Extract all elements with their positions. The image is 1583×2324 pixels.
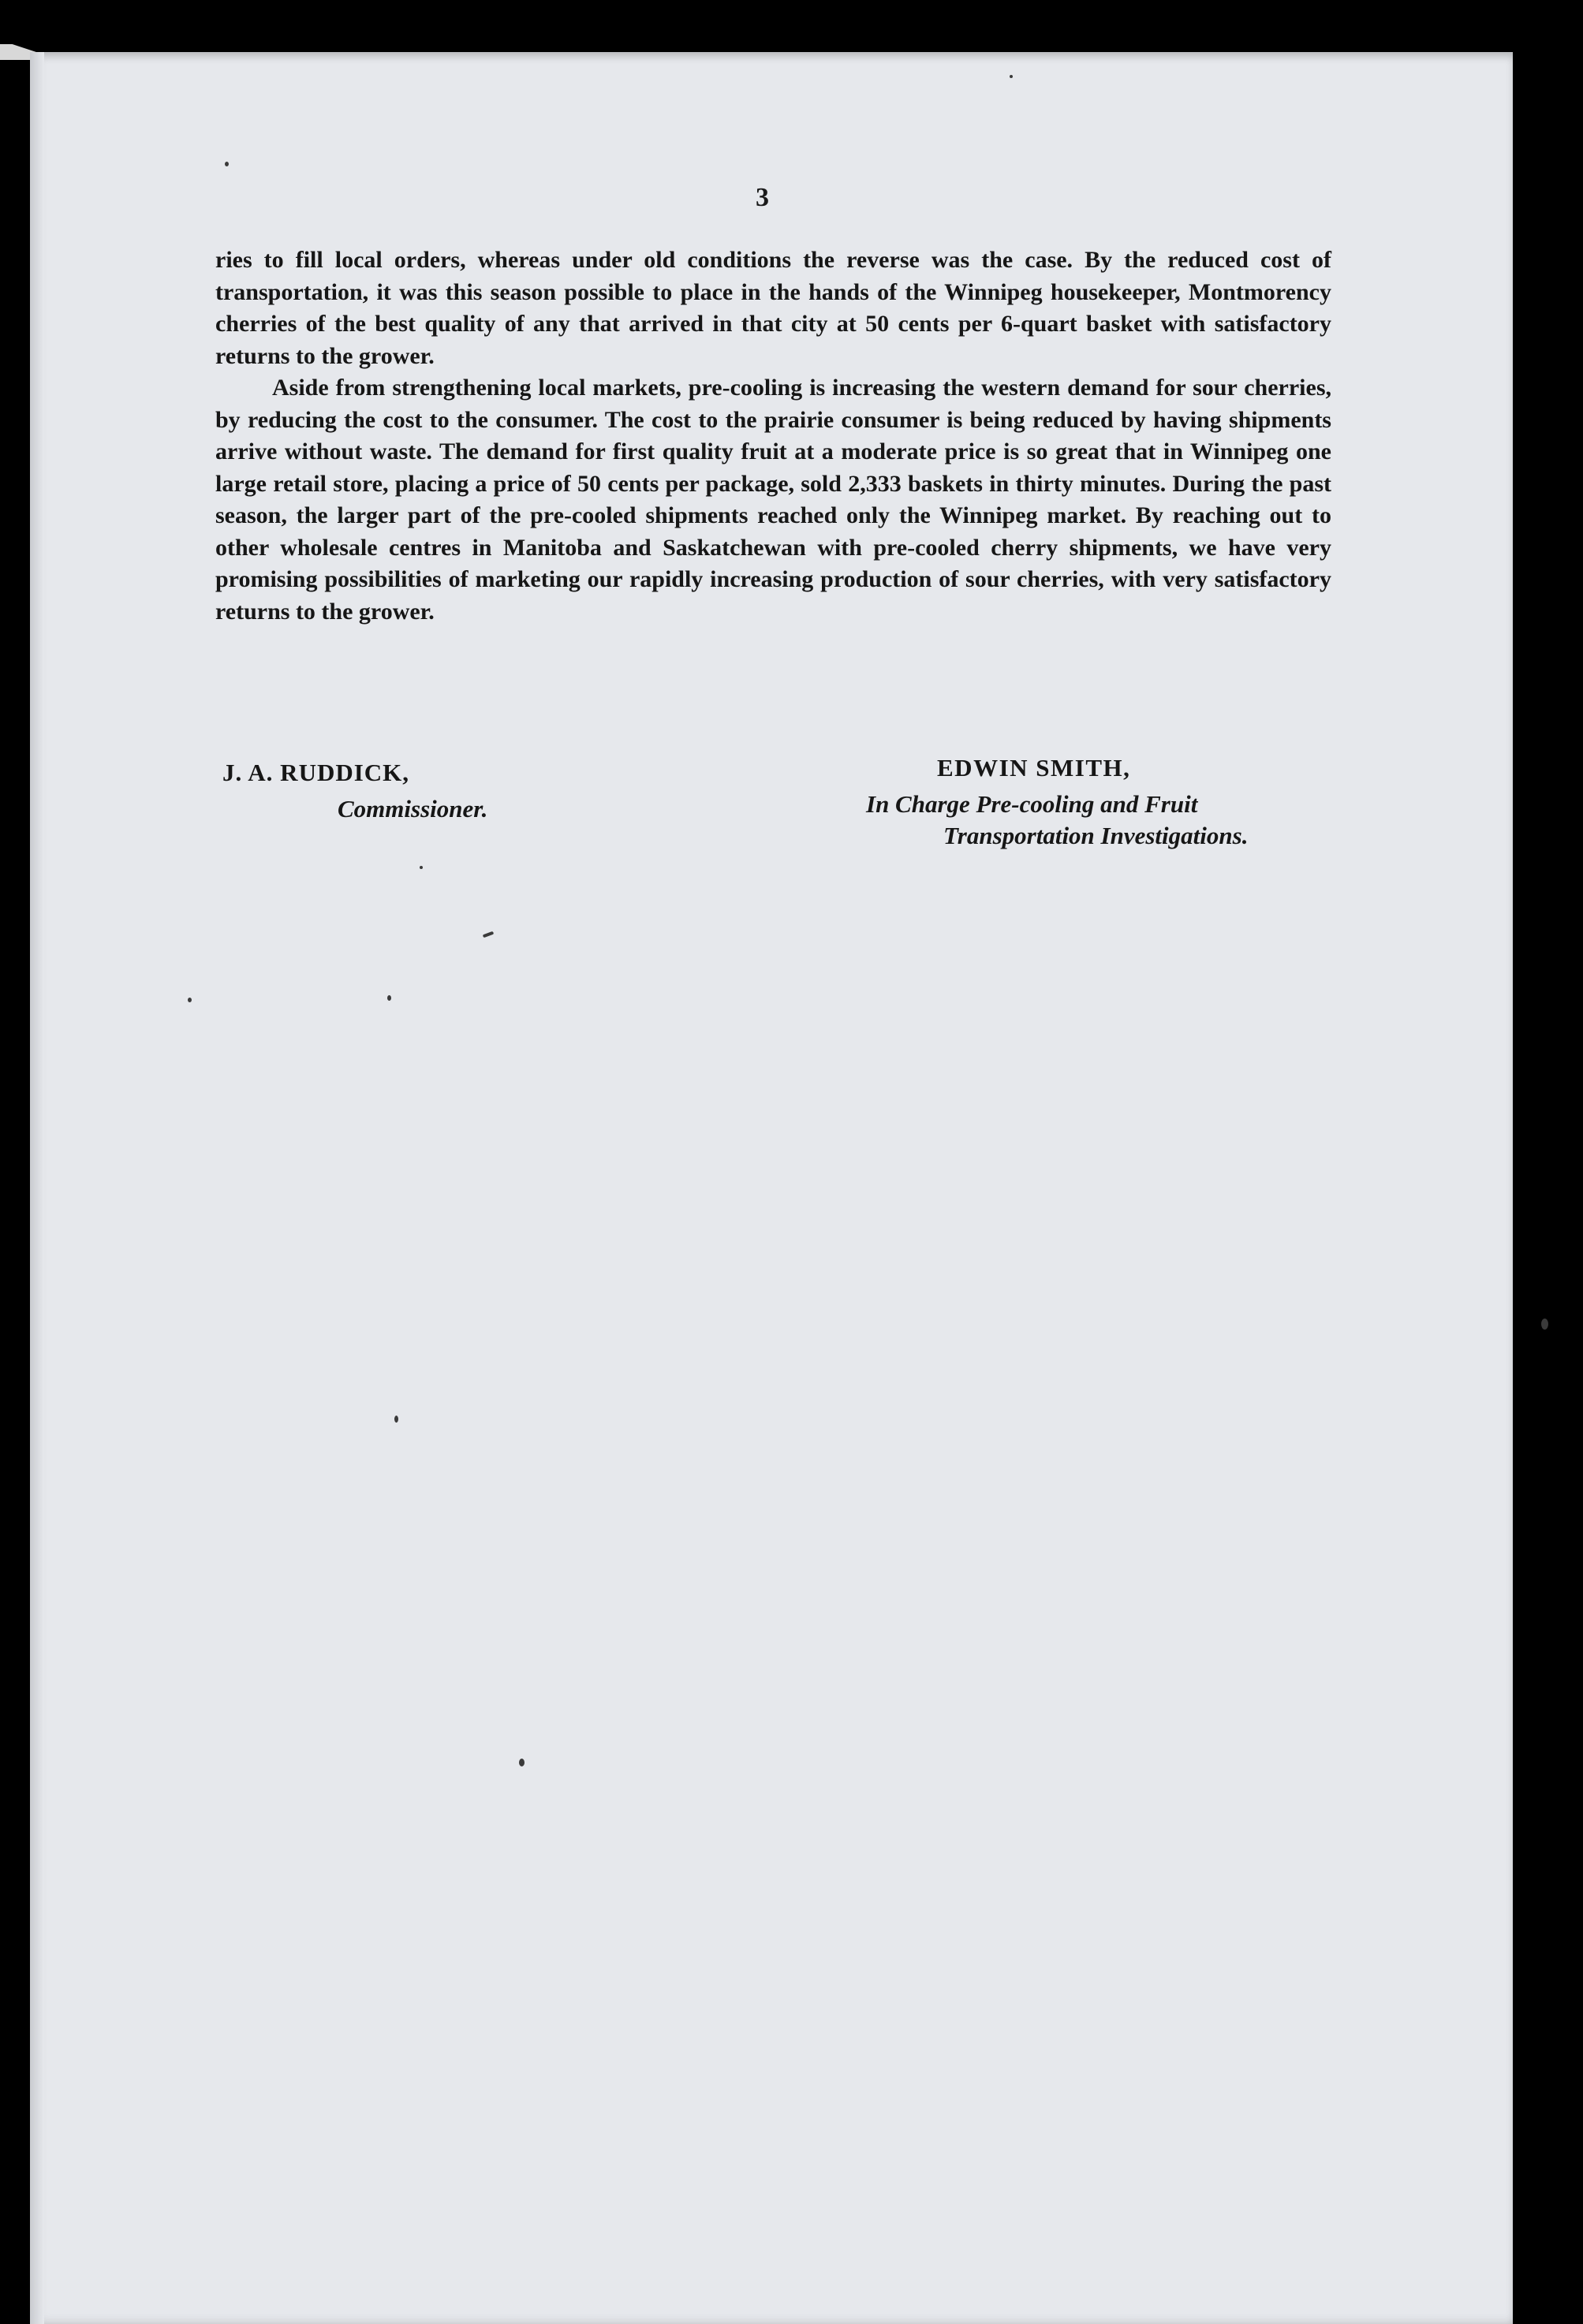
scan-speck	[188, 998, 192, 1002]
scan-speck	[1010, 75, 1013, 78]
page-fold-shadow	[30, 52, 44, 2324]
signature-right-title-line1: In Charge Pre-cooling and Fruit	[866, 790, 1198, 818]
scan-speck	[1541, 1319, 1548, 1330]
signature-left-name: J. A. RUDDICK,	[222, 759, 410, 786]
scan-speck	[420, 866, 423, 869]
signature-right-name: EDWIN SMITH,	[937, 754, 1131, 782]
scan-border	[1513, 52, 1583, 2324]
page-number: 3	[756, 183, 769, 212]
scan-speck	[225, 162, 229, 166]
scan-speck	[387, 995, 391, 1001]
signature-right-title-line2: Transportation Investigations.	[943, 822, 1249, 849]
scan-speck	[394, 1416, 398, 1423]
paragraph-precooling: Aside from strengthening local markets, pre-cooling is increasing the western demand for sour cherries, by reducing the cost to the consumer. The cost to the prairie consumer is being reduced by having shipments arrive without waste. The demand for first quality fruit at a moderate price is so great that in Winnipeg one large retail store, placing a price of 50 cents per package, sold 2,333 baskets in thirty minutes. During the past season, the larger part of the pre-cooled shipments reached only the Winnipeg market. By reaching out to other wholesale centres in Manitoba and Saskatchewan with pre-cooled cherry shipments, we have very promising possibilities of marketing our rapidly increasing production of sour cherries, with very satisfactory returns to the grower.	[215, 375, 1331, 625]
scan-speck	[519, 1759, 525, 1766]
paragraph-continuation: ries to fill local orders, whereas under old conditions the reverse was the case. By the reduced cost of transportation, it was this season possible to place in the hands of the Winnipeg housekeeper, Montmorency cherries of the best quality of any that arrived in that city at 50 cents per 6-quart basket with satisfactory returns to the grower.	[215, 247, 1331, 369]
signature-left-title: Commissioner.	[338, 795, 488, 823]
body-text	[215, 244, 1331, 628]
